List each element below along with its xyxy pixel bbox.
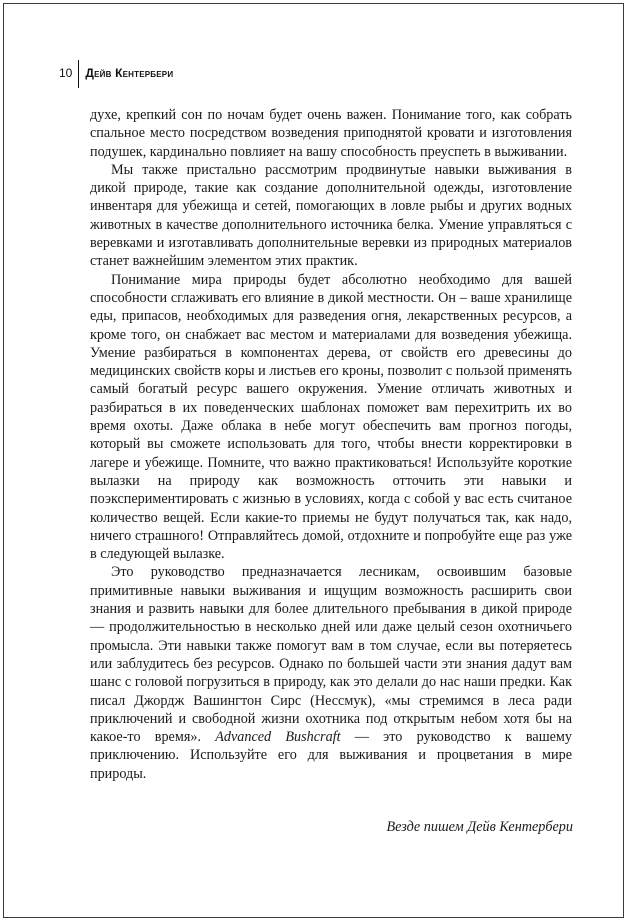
running-header: [59, 60, 173, 90]
body-text: [90, 106, 572, 783]
paragraph-4: [90, 563, 572, 783]
paragraph-3: Понимание мира природы будет абсолютно необходимо для вашей способности сглаживать его влияние в дикой местности. Он – ваше хранилище еды, припасов, необходимых для разведения огня, лекарственных ресурсов, а кроме того, он снабжает вас местом и материалами для возведения убежища. Умение разбираться в компонентах дерева, от свойств его древесины до медицинских свойств коры и листьев его кроны, позволит с пользой применять самый богатый ресурс вашего окружения. Умение отличать животных и разбираться в их поведенческих шаблонах поможет вам перехитрить их во время охоты. Даже облака в небе могут обеспечить вам прогноз погоды, который вы сможете использовать для того, чтобы внести корректировки в лагере и убежище. Помните, что важно практиковаться! Используйте короткие вылазки на природу как возможность отточить эти навыки и поэкспериментировать с жизнью в условиях, когда с собой у вас есть считаное количество вещей. Если какие-то приемы не будут получаться так, как надо, ничего страшного! Отправляйтесь домой, отдохните и попробуйте еще раз уже в следующей вылазке.: [90, 271, 572, 563]
book-title-italic: Advanced Bushcraft: [215, 729, 341, 746]
paragraph-4-text-a: Это руководство предназначается лесникам, освоившим базовые примитивные навыки выживания и ищущим возможность расширить свои знания и развить навыки для более длительного пребывания в дикой природе — продолжительностью в несколько дней или даже целый сезон охотничьего промысла. Эти навыки также помогут вам в том случае, если вы потеряетесь или заблудитесь без ресурсов. Однако по большей части эти знания дадут вам шанс с головой погрузиться в природу, как это делали до нас наши предки. Как писал Джордж Вашингтон Сирс (Нессмук), «мы стремимся в леса ради приключений и свободной жизни охотника под открытым небом хотя бы на какое-то время».: [90, 564, 572, 746]
paragraph-2: Мы также пристально рассмотрим продвинутые навыки выживания в дикой природе, такие как создание дополнительной одежды, изготовление инвентаря для убежища и сетей, помогающих в ловле рыбы и других водных животных в качестве дополнительного источника белка. Умение управляться с веревками и изготавливать дополнительные веревки из природных материалов станет важнейшим элементом этих практик.: [90, 161, 572, 270]
paragraph-4-text-b: — это руководство к вашему приключению. Используйте его для выживания и процветания в мире природы.: [90, 729, 572, 782]
signature: Везде пишем Дейв Кентербери: [386, 819, 573, 835]
page-number: 10: [59, 66, 73, 80]
paragraph-1: духе, крепкий сон по ночам будет очень важен. Понимание того, как собрать спальное место посредством возведения приподнятой кровати и изготовления подушек, кардинально повлияет на вашу способность преуспеть в выживании.: [90, 107, 572, 160]
header-author: Дейв Кентербери: [85, 66, 174, 80]
